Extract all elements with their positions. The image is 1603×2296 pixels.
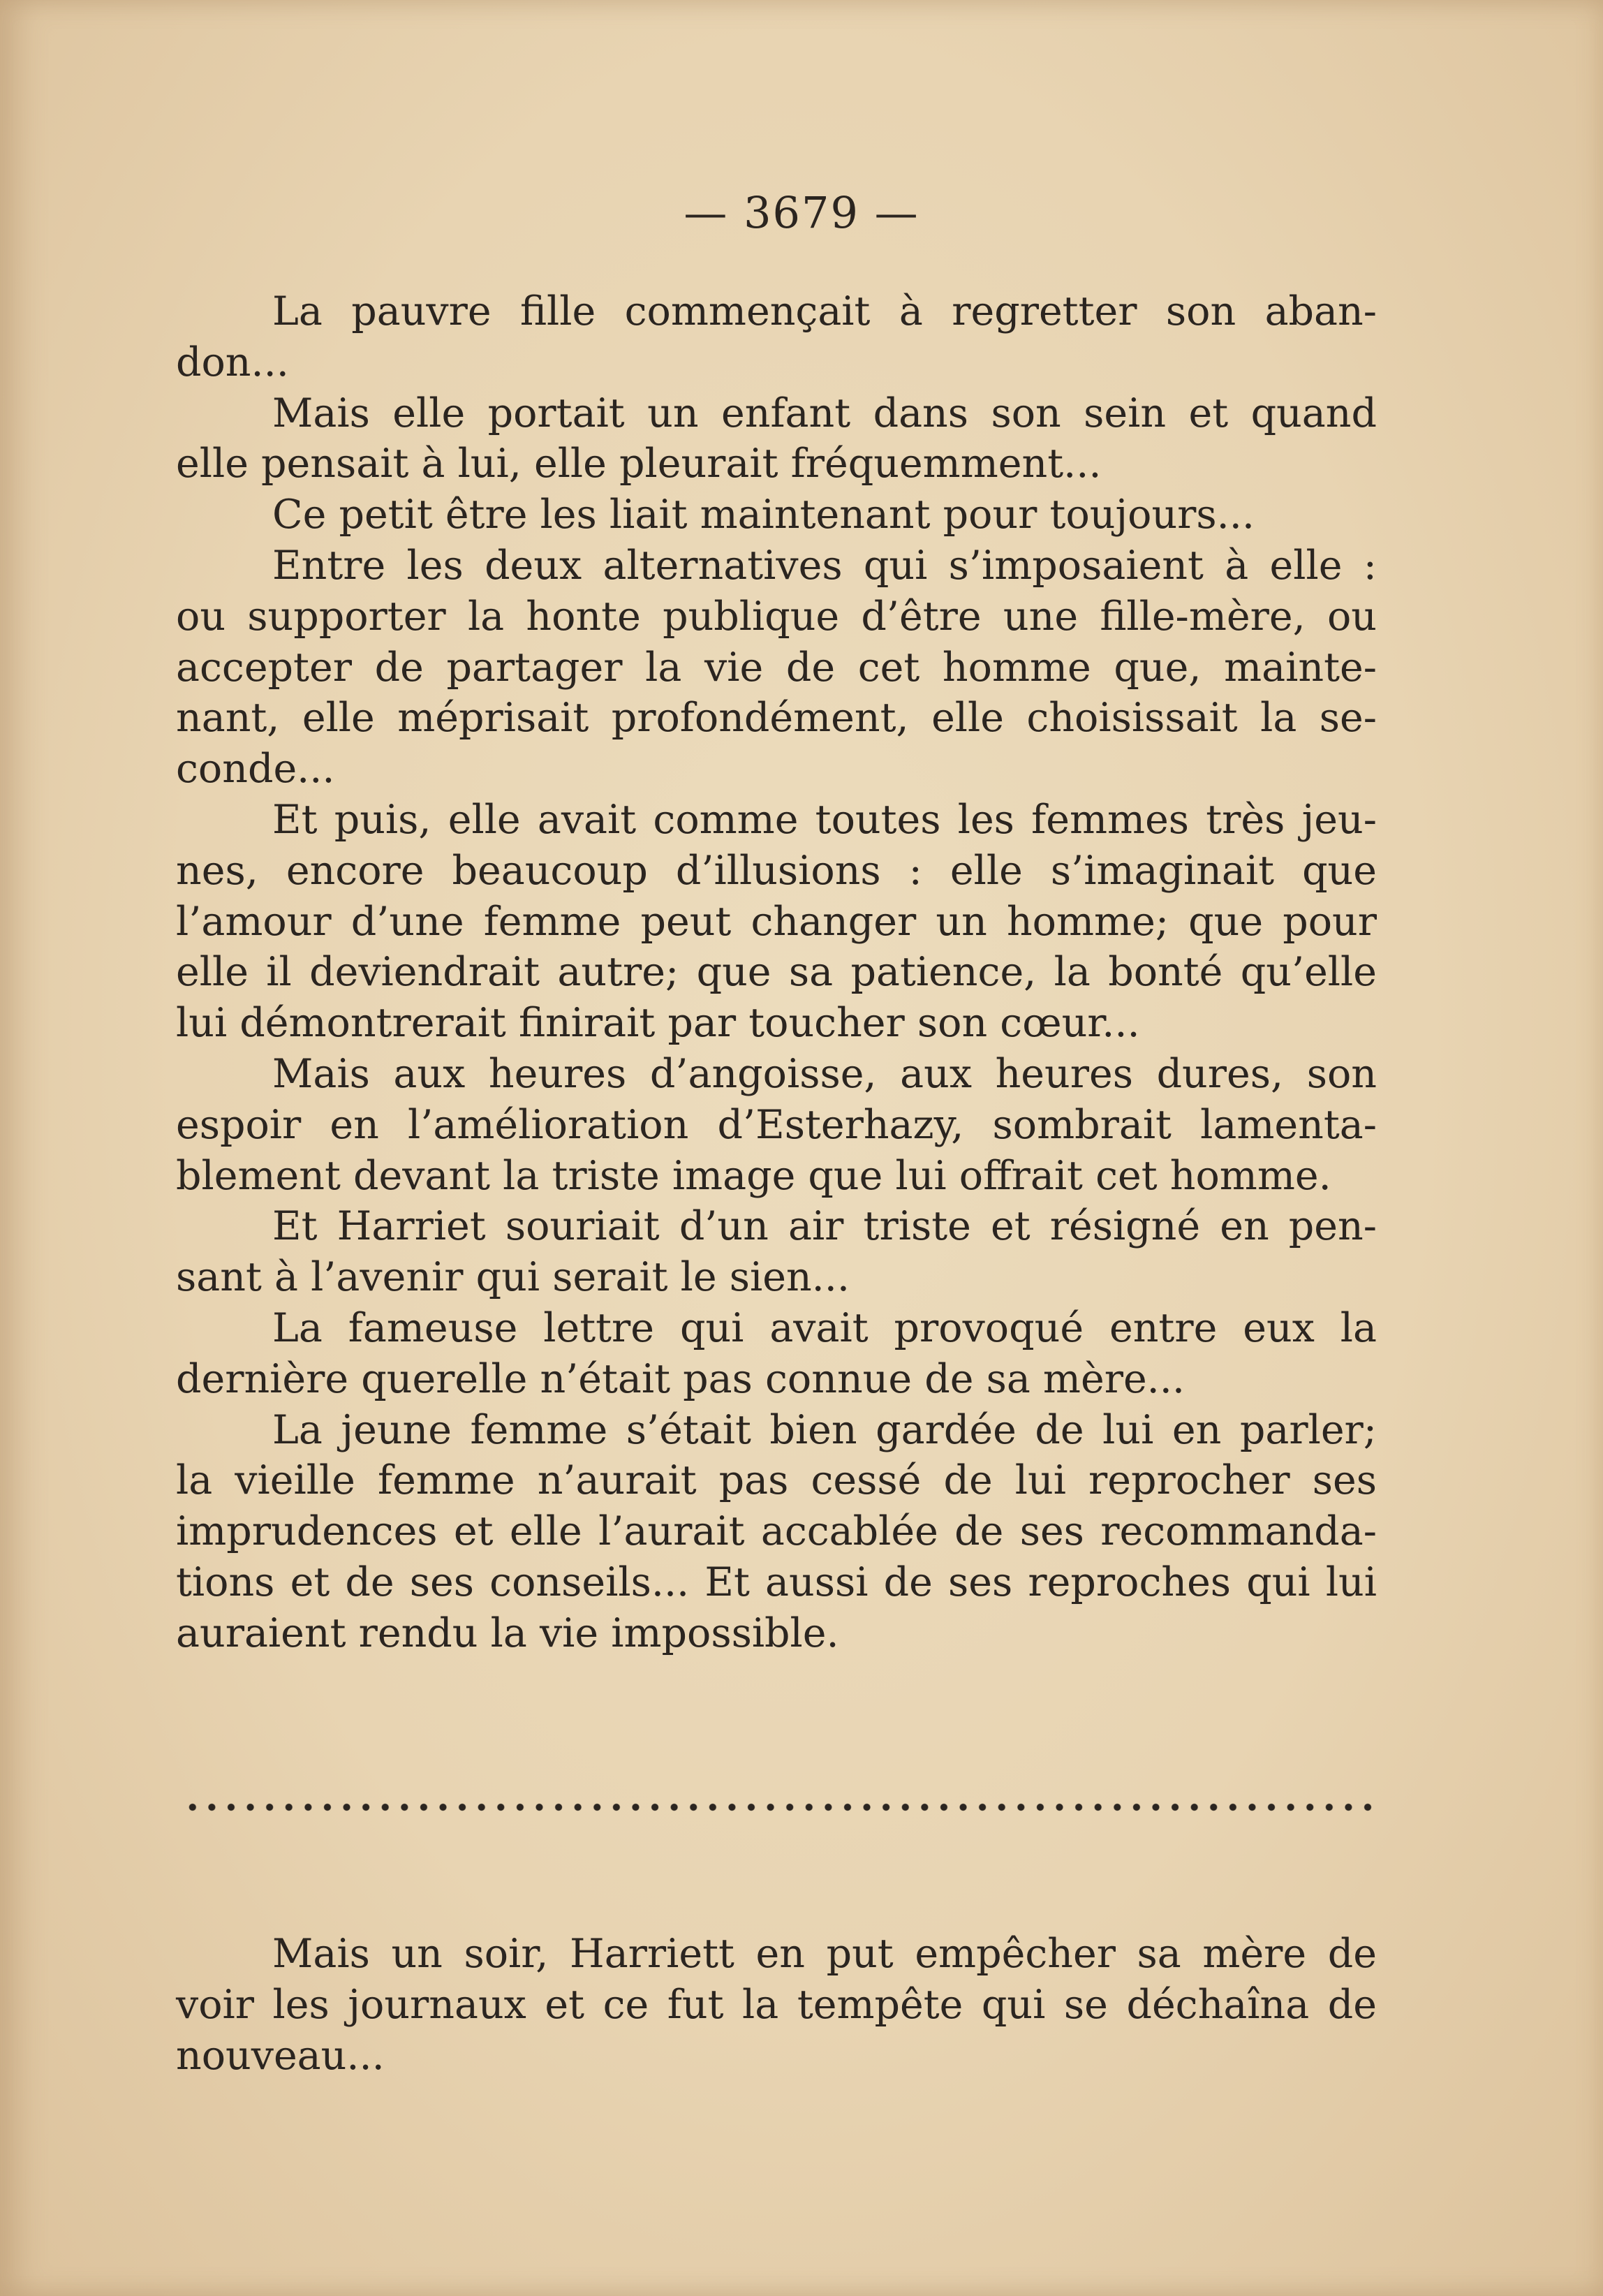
text-line: La fameuse lettre qui avait provoqué entre eux la bbox=[272, 1304, 1377, 1351]
text-line: espoir en l’amélioration d’Esterhazy, sombrait lamenta- bbox=[176, 1101, 1377, 1148]
text-line: Mais un soir, Harriett en put empêcher sa mère de bbox=[272, 1931, 1377, 1977]
text-line: conde... bbox=[176, 746, 335, 793]
text-line: sant à l’avenir qui serait le sien... bbox=[176, 1254, 850, 1301]
text-line: Mais elle portait un enfant dans son sein et quand bbox=[272, 390, 1377, 436]
text-line: auraient rendu la vie impossible. bbox=[176, 1610, 839, 1656]
text-line: la vieille femme n’aurait pas cessé de lui reprocher ses bbox=[176, 1457, 1377, 1504]
text-line: dernière querelle n’était pas connue de sa mère... bbox=[176, 1355, 1185, 1402]
page-number: — 3679 — bbox=[684, 187, 919, 238]
text-line: Entre les deux alternatives qui s’imposaient à elle : bbox=[272, 542, 1377, 589]
text-line: La pauvre fille commençait à regretter son aban- bbox=[272, 288, 1377, 334]
text-line: elle pensait à lui, elle pleurait fréquemment... bbox=[176, 441, 1102, 487]
closing-paragraph bbox=[176, 1929, 1377, 2081]
text-line: voir les journaux et ce fut la tempête qui se déchaîna de bbox=[176, 1981, 1377, 2028]
text-line: nouveau... bbox=[176, 2032, 385, 2079]
text-line: Mais aux heures d’angoisse, aux heures dures, son bbox=[272, 1050, 1377, 1097]
main-paragraphs bbox=[176, 286, 1377, 1659]
text-line: blement devant la triste image que lui offrait cet homme. bbox=[176, 1152, 1331, 1199]
text-line: imprudences et elle l’aurait accablée de ses recommanda- bbox=[176, 1508, 1377, 1555]
text-line: nes, encore beaucoup d’illusions : elle s’imaginait que bbox=[176, 847, 1377, 894]
text-line: l’amour d’une femme peut changer un homme; que pour bbox=[176, 898, 1377, 945]
text-line: Et puis, elle avait comme toutes les femmes très jeu- bbox=[272, 796, 1377, 843]
dotted-separator bbox=[183, 1793, 1377, 1821]
text-line: accepter de partager la vie de cet homme que, mainte- bbox=[176, 644, 1377, 691]
text-line: elle il deviendrait autre; que sa patience, la bonté qu’elle bbox=[176, 949, 1377, 996]
text-line: La jeune femme s’était bien gardée de lui en parler; bbox=[272, 1406, 1377, 1453]
text-line: tions et de ses conseils... Et aussi de ses reproches qui lui bbox=[176, 1559, 1377, 1605]
text-line: Et Harriet souriait d’un air triste et résigné en pen- bbox=[272, 1203, 1377, 1250]
text-line: don... bbox=[176, 339, 289, 385]
text-line: ou supporter la honte publique d’être une fille-mère, ou bbox=[176, 593, 1377, 640]
text-line: lui démontrerait finirait par toucher son cœur... bbox=[176, 1000, 1140, 1047]
text-line: nant, elle méprisait profondément, elle choisissait la se- bbox=[176, 695, 1377, 742]
text-line: Ce petit être les liait maintenant pour toujours... bbox=[272, 492, 1255, 538]
